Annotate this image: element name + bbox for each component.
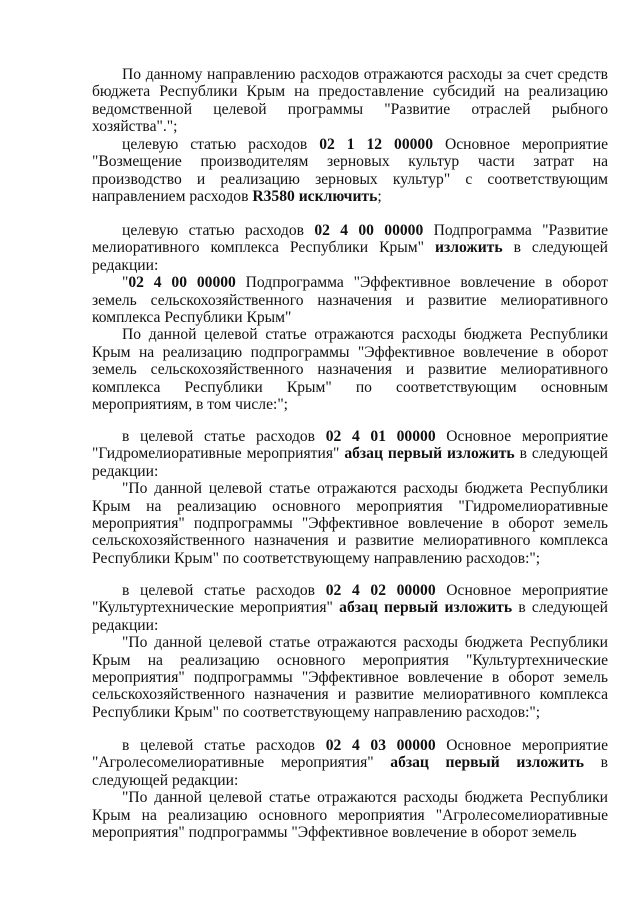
paragraph-text: По данному направлению расходов отражаются расходы за счет средств бюджета Республики Крым на предоставление субсидий на реализацию ведомственной целевой программы "Развитие отраслей рыбного хозяйства"."; (92, 66, 608, 136)
paragraph-text: Основное мероприятие "Агролесомелиоративные мероприятия" (92, 737, 608, 772)
article-code: 02 4 02 00000 (325, 582, 436, 599)
article-code: 02 4 00 00000 (314, 222, 424, 239)
paragraph-text: в целевой статье расходов (122, 428, 326, 445)
instruction-text: абзац первый изложить (344, 445, 515, 463)
paragraph-text: "По данной целевой статье отражаются расходы бюджета Республики Крым на реализацию основного мероприятия "Агролесомелиоративные мероприятия" подпрограммы "Эффективное вовлечение в оборот земель (92, 789, 608, 842)
paragraph-text: в целевой статье расходов (122, 582, 326, 599)
paragraph-text: в следующей редакции: (92, 445, 608, 480)
paragraph-text: целевую статью расходов (122, 136, 320, 153)
instruction-text: абзац первый изложить (390, 754, 584, 772)
instruction-text: R3580 исключить (252, 188, 378, 206)
paragraph-text: Основное мероприятие "Гидромелиоративные мероприятия" (92, 428, 608, 463)
paragraph-text: целевую статью расходов (122, 222, 315, 239)
paragraph-text: Подпрограмма "Эффективное вовлечение в оборот земель сельскохозяйственного назначения и развитие мелиоративного комплекса Республики Крым" (92, 274, 608, 327)
paragraph-amend-article-02-4-01 (92, 428, 608, 567)
paragraph-text: ; (377, 188, 382, 206)
article-code: 02 4 00 00000 (128, 274, 236, 292)
article-code: 02 4 03 00000 (325, 737, 436, 754)
paragraph-text: "По данной целевой статье отражаются расходы бюджета Республики Крым на реализацию основного мероприятия "Культуртехнические мероприятия" подпрограммы "Эффективное вовлечение в оборот земель сельскохозяйственного назначения и развитие мелиоративного комплекса Республики Крым" по соответствующему направлению расходов:"; (92, 634, 608, 721)
paragraph-amend-article-02-4-03 (92, 737, 608, 841)
instruction-text: изложить (434, 239, 503, 257)
paragraph-text: в следующей редакции: (92, 239, 608, 274)
paragraph-fishery-program (92, 66, 608, 136)
paragraph-text: По данной целевой статье отражаются расходы бюджета Республики Крым на реализацию подпрограммы "Эффективное вовлечение в оборот земель сельскохозяйственного назначения и развитие мелиоративного комплекса Республики Крым" по соответствующим основным мероприятиям, в том числе:"; (92, 326, 608, 414)
paragraph-text: Подпрограмма "Развитие мелиоративного комплекса Республики Крым" (92, 222, 608, 257)
paragraph-text: в следующей редакции: (92, 599, 608, 634)
article-code: 02 4 01 00000 (325, 428, 436, 445)
paragraph-text: в следующей редакции: (92, 754, 608, 789)
paragraph-exclude-article-02-1-12 (92, 136, 608, 206)
article-code: 02 1 12 00000 (319, 136, 434, 153)
paragraph-text: Основное мероприятие "Культуртехнические мероприятия" (92, 582, 608, 617)
paragraph-text: " (122, 274, 129, 292)
paragraph-text: "По данной целевой статье отражаются расходы бюджета Республики Крым на реализацию основного мероприятия "Гидромелиоративные мероприятия" подпрограммы "Эффективное вовлечение в оборот земель сельскохозяйственного назначения и развитие мелиоративного комплекса Республики Крым" по соответствующему направлению расходов:"; (92, 480, 608, 567)
instruction-text: абзац первый изложить (339, 599, 513, 617)
paragraph-text: Основное мероприятие "Возмещение производителям зерновых культур части затрат на производство и реализацию зерновых культур" с соответствующим направлением расходов (92, 136, 608, 206)
paragraph-text: в целевой статье расходов (122, 737, 326, 754)
paragraph-amend-article-02-4-00 (92, 222, 608, 413)
paragraph-amend-article-02-4-02 (92, 582, 608, 721)
